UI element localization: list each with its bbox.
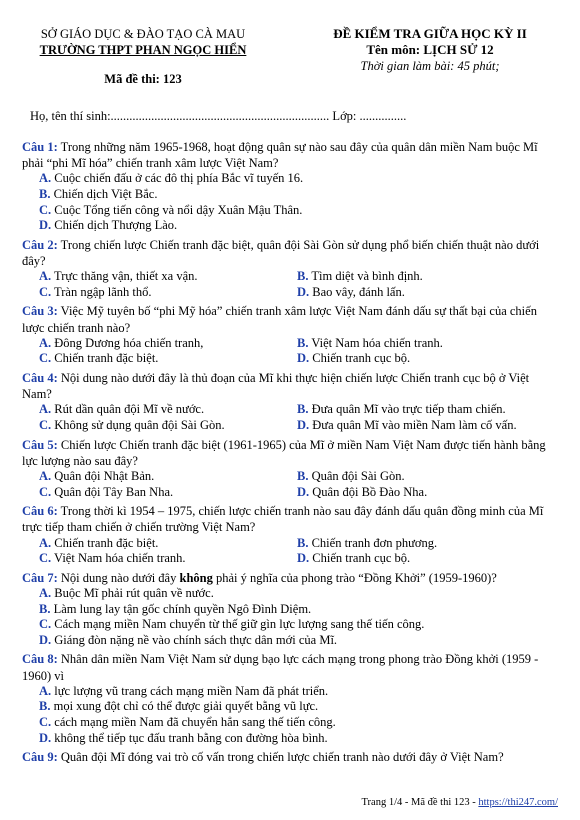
- question-9: [22, 749, 554, 765]
- option-a: [39, 336, 297, 352]
- page-footer: [362, 797, 559, 808]
- option-row: [22, 418, 554, 434]
- option-d: [297, 285, 405, 301]
- option-row: [22, 269, 554, 285]
- question-body: Trong thời kì 1954 – 1975, chiến lược chiến tranh nào sau đây đánh dấu quân đồng minh của Mĩ trực tiếp tham chiến ở chiến trường Việt Nam?: [22, 504, 544, 535]
- question-text: [22, 303, 554, 335]
- option-letter: C.: [39, 714, 52, 729]
- option-text: Chiến tranh cục bộ.: [309, 351, 411, 366]
- option-text: Việt Nam hóa chiến tranh.: [308, 335, 443, 350]
- option-letter: C.: [39, 617, 52, 632]
- question-5: [22, 437, 554, 501]
- question-text: [22, 503, 554, 535]
- option-letter: D.: [39, 730, 52, 745]
- header-right: [300, 26, 560, 74]
- option-letter: B.: [297, 535, 309, 550]
- question-number: Câu 6:: [22, 504, 58, 519]
- candidate-info-line: Họ, tên thí sinh:...................................................................... Lớp: ...............: [30, 109, 407, 123]
- question-body: Nhân dân miền Nam Việt Nam sử dụng bạo lực cách mạng trong phong trào Đồng khởi (1959 - 1960) vì: [22, 652, 539, 683]
- option-b: [297, 269, 423, 285]
- option-text: Giáng đòn nặng nề vào chính sách thực dân mới của Mĩ.: [51, 632, 338, 647]
- option-text: Đông Dương hóa chiến tranh,: [51, 335, 204, 350]
- question-body: Trong những năm 1965-1968, hoạt động quân sự nào sau đây của quân dân miền Nam buộc Mĩ phải “phi Mĩ hóa” chiến tranh xâm lược Việt Nam?: [22, 140, 538, 171]
- option-letter: A.: [39, 468, 52, 483]
- question-body-tail: phải ý nghĩa của phong trào “Đồng Khởi” (1959-1960)?: [212, 570, 497, 585]
- question-number: Câu 2:: [22, 237, 58, 252]
- option-a: [39, 269, 297, 285]
- option-letter: C.: [39, 202, 52, 217]
- option-text: Chiến tranh cục bộ.: [309, 551, 411, 566]
- option-letter: D.: [39, 218, 52, 233]
- option-text: Buộc Mĩ phải rút quân về nước.: [51, 585, 214, 600]
- option-row: [22, 485, 554, 501]
- option-text: Chiến tranh đơn phương.: [308, 535, 438, 550]
- option-text: Quân đội Nhật Bản.: [51, 468, 155, 483]
- option-a: [22, 684, 554, 700]
- option-c: [22, 715, 554, 731]
- option-text: Đưa quân Mĩ vào miền Nam làm cố vấn.: [309, 417, 517, 432]
- question-body: Nội dung nào dưới đây: [57, 570, 180, 585]
- question-3: [22, 303, 554, 367]
- option-text: Trực thăng vận, thiết xa vận.: [51, 269, 198, 284]
- question-body: Việc Mỹ tuyên bố “phi Mỹ hóa” chiến tranh xâm lược Việt Nam đánh dấu sự thất bại của chiến lược chiến tranh nào?: [22, 304, 537, 335]
- option-d: [22, 633, 554, 649]
- option-d: [297, 485, 427, 501]
- option-text: Đưa quân Mĩ vào trực tiếp tham chiến.: [308, 402, 506, 417]
- question-number: Câu 3:: [22, 304, 58, 319]
- option-text: Quân đội Bồ Đào Nha.: [309, 484, 428, 499]
- option-d: [297, 551, 410, 567]
- option-text: Việt Nam hóa chiến tranh.: [51, 551, 186, 566]
- option-text: không thể tiếp tục đấu tranh bằng con đường hòa bình.: [51, 730, 328, 745]
- option-letter: B.: [39, 187, 51, 201]
- question-6: [22, 503, 554, 567]
- option-b: [297, 536, 437, 552]
- option-letter: D.: [297, 351, 310, 366]
- option-c: [39, 351, 297, 367]
- option-letter: C.: [39, 484, 52, 499]
- option-letter: D.: [297, 284, 310, 299]
- option-letter: C.: [39, 351, 52, 366]
- question-text: [22, 139, 554, 171]
- option-c: [39, 285, 297, 301]
- option-letter: A.: [39, 535, 52, 550]
- option-a: [39, 536, 297, 552]
- option-b: [297, 336, 443, 352]
- header-left: [24, 26, 262, 87]
- option-letter: B.: [297, 335, 309, 350]
- option-letter: D.: [297, 551, 310, 566]
- option-text: Tìm diệt và bình định.: [308, 269, 423, 284]
- exam-code: Mã đề thi: 123: [104, 72, 182, 86]
- question-text: [22, 237, 554, 269]
- option-text: Làm lung lay tận gốc chính quyền Ngô Đình Diệm.: [50, 601, 312, 616]
- option-letter: D.: [297, 484, 310, 499]
- questions-list: [22, 139, 554, 765]
- question-number: Câu 9:: [22, 750, 58, 765]
- option-d: [22, 218, 554, 234]
- option-letter: C.: [39, 551, 52, 566]
- option-a: [39, 402, 297, 418]
- question-number: Câu 1:: [22, 140, 58, 154]
- option-letter: B.: [297, 269, 309, 284]
- option-text: Cuộc Tổng tiến công và nổi dậy Xuân Mậu Thân.: [51, 202, 303, 217]
- question-text: [22, 570, 554, 586]
- option-letter: A.: [39, 683, 52, 698]
- question-7: [22, 570, 554, 649]
- option-letter: C.: [39, 284, 52, 299]
- option-text: mọi xung đột chỉ có thể được giải quyết bằng vũ lực.: [50, 699, 319, 714]
- option-letter: A.: [39, 269, 52, 284]
- question-body: Nội dung nào dưới đây là thủ đoạn của Mĩ khi thực hiện chiến lược Chiến tranh cục bộ ở Việt Nam?: [22, 370, 530, 402]
- department-name: SỞ GIÁO DỤC & ĐÀO TẠO CÀ MAU: [40, 27, 246, 41]
- option-letter: B.: [297, 402, 309, 417]
- exam-title: ĐỀ KIỂM TRA GIỮA HỌC KỲ II: [333, 26, 527, 41]
- option-d: [297, 418, 517, 434]
- option-row: [22, 536, 554, 552]
- option-letter: A.: [39, 585, 52, 600]
- question-body: Quân đội Mĩ đóng vai trò cố vấn trong chiến lược chiến tranh nào dưới đây ở Việt Nam?: [57, 750, 504, 765]
- question-number: Câu 7:: [22, 570, 58, 585]
- option-text: Cách mạng miền Nam chuyển từ thế giữ gìn lực lượng sang thế tiến công.: [51, 617, 425, 632]
- option-a: [22, 171, 554, 187]
- option-text: Chiến dịch Việt Bắc.: [50, 187, 158, 201]
- exam-duration: Thời gian làm bài: 45 phút;: [360, 59, 500, 73]
- question-text: [22, 370, 554, 402]
- school-name: TRƯỜNG THPT PHAN NGỌC HIỂN: [39, 43, 247, 57]
- option-text: Bao vây, đánh lấn.: [309, 284, 405, 299]
- option-letter: C.: [39, 417, 52, 432]
- option-text: Chiến tranh đặc biệt.: [51, 351, 159, 366]
- option-text: Cuộc chiến đấu ở các đô thị phía Bắc vĩ tuyến 16.: [51, 171, 304, 186]
- option-letter: B.: [39, 699, 51, 714]
- option-c: [39, 551, 297, 567]
- option-letter: B.: [297, 468, 309, 483]
- option-letter: D.: [39, 632, 52, 647]
- option-row: [22, 402, 554, 418]
- option-text: Quân đội Tây Ban Nha.: [51, 484, 174, 499]
- option-a: [22, 586, 554, 602]
- option-c: [39, 485, 297, 501]
- option-row: [22, 551, 554, 567]
- option-b: [22, 187, 554, 203]
- option-b: [297, 402, 506, 418]
- option-text: Không sử dụng quân đội Sài Gòn.: [51, 417, 225, 432]
- option-letter: A.: [39, 171, 52, 186]
- option-text: Chiến dịch Thượng Lào.: [51, 218, 178, 233]
- option-row: [22, 285, 554, 301]
- question-number: Câu 8:: [22, 652, 58, 667]
- option-text: lực lượng vũ trang cách mạng miền Nam đã phát triển.: [51, 683, 329, 698]
- option-c: [22, 617, 554, 633]
- option-text: cách mạng miền Nam đã chuyển hẳn sang thế tiến công.: [51, 714, 336, 729]
- option-c: [39, 418, 297, 434]
- question-4: [22, 370, 554, 434]
- subject-name: Tên môn: LỊCH SỬ 12: [366, 42, 494, 57]
- question-text: [22, 651, 554, 683]
- question-number: Câu 5:: [22, 437, 58, 452]
- option-row: [22, 351, 554, 367]
- option-letter: D.: [297, 417, 310, 432]
- option-d: [22, 731, 554, 747]
- question-8: [22, 651, 554, 746]
- option-text: Quân đội Sài Gòn.: [308, 468, 405, 483]
- option-letter: A.: [39, 402, 52, 417]
- question-text: [22, 437, 554, 469]
- option-letter: B.: [39, 601, 51, 616]
- option-b: [22, 602, 554, 618]
- question-text: [22, 749, 554, 765]
- option-b: [297, 469, 405, 485]
- footer-link[interactable]: https://thi247.com/: [478, 797, 558, 808]
- option-letter: A.: [39, 335, 52, 350]
- option-c: [22, 203, 554, 219]
- option-text: Rút dần quân đội Mĩ về nước.: [51, 402, 205, 417]
- question-body: Trong chiến lược Chiến tranh đặc biệt, quân đội Sài Gòn sử dụng phổ biến chiến thuật nào dưới đây?: [22, 237, 540, 268]
- option-d: [297, 351, 410, 367]
- option-row: [22, 336, 554, 352]
- question-number: Câu 4:: [22, 370, 58, 385]
- option-text: Tràn ngập lãnh thổ.: [51, 284, 152, 299]
- question-1: [22, 139, 554, 234]
- footer-text: Trang 1/4 - Mã đề thi 123 -: [361, 797, 479, 808]
- question-body: Chiến lược Chiến tranh đặc biệt (1961-1965) của Mĩ ở miền Nam Việt Nam được tiến hành bằng lực lượng nào sau đây?: [22, 437, 546, 468]
- option-a: [39, 469, 297, 485]
- option-text: Chiến tranh đặc biệt.: [51, 535, 159, 550]
- question-2: [22, 237, 554, 301]
- option-row: [22, 469, 554, 485]
- option-b: [22, 699, 554, 715]
- negation-emphasis: không: [179, 570, 213, 585]
